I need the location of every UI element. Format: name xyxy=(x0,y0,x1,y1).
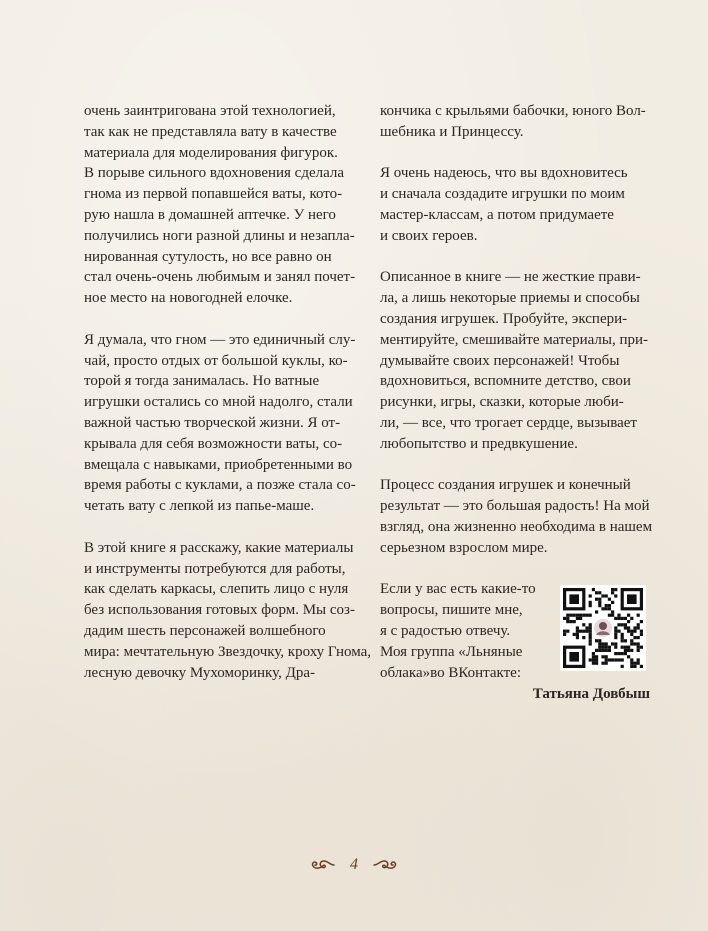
right-column xyxy=(380,101,655,683)
left-column-line: важной частью творческой жизни. Я от- xyxy=(84,414,341,431)
left-column-line: рую нашла в домашней аптечке. У него xyxy=(84,206,336,223)
left-column-line: В порыве сильного вдохновения сделала xyxy=(84,165,345,182)
left-column-line: как сделать каркасы, слепить лицо с нуля xyxy=(84,581,349,598)
right-column-line: и сначала создадите игрушки по моим xyxy=(380,186,625,203)
paragraph-gap xyxy=(380,247,655,268)
left-column-line: В этой книге я расскажу, какие материалы xyxy=(84,539,354,556)
ornament-left-icon xyxy=(310,857,336,873)
paragraph-gap xyxy=(84,517,364,538)
right-column-line: ла, а лишь некоторые приемы и способы xyxy=(380,290,640,307)
right-column-line: кончика с крыльями бабочки, юного Вол- xyxy=(380,103,646,119)
contact-line: Моя группа «Льняные xyxy=(380,643,523,660)
right-column-line: Я очень надеюсь, что вы вдохновитесь xyxy=(380,165,628,182)
left-column-line: и инструменты потребуются для работы, xyxy=(84,560,346,577)
right-column-line: рисунки, игры, сказки, которые люби- xyxy=(380,394,624,411)
paragraph-gap xyxy=(380,559,655,580)
right-column-line: Процесс создания игрушек и конечный xyxy=(380,477,631,494)
contact-block xyxy=(380,579,655,683)
right-column-line: думывайте своих персонажей! Чтобы xyxy=(380,352,620,369)
right-column-line: и своих героев. xyxy=(380,227,478,244)
page-number: 4 xyxy=(350,856,358,874)
left-column-line: получились ноги разной длины и незапла- xyxy=(84,227,355,244)
left-column-line: мира: мечтательную Звездочку, кроху Гнома, xyxy=(84,643,372,660)
paragraph-gap xyxy=(84,309,364,330)
right-column-line: вдохновиться, вспомните детство, свои xyxy=(380,373,631,390)
left-column-line: четать вату с лепкой из папье-маше. xyxy=(84,498,315,515)
page-footer xyxy=(0,856,708,880)
contact-line: вопросы, пишите мне, xyxy=(380,602,523,619)
right-column-line: шебника и Принцессу. xyxy=(380,123,524,140)
left-column-line: стал очень-очень любимым и занял почет- xyxy=(84,269,356,286)
right-column-line: мастер-классам, а потом придумаете xyxy=(380,206,614,223)
qr-code-icon[interactable] xyxy=(560,585,646,671)
author-signature: Татьяна Довбыш xyxy=(532,686,650,702)
left-column-line: игрушки остались со мной надолго, стали xyxy=(84,394,353,411)
right-column-line: взгляд, она жизненно необходима в нашем xyxy=(380,518,653,535)
paragraph-gap xyxy=(380,143,655,164)
right-column-text xyxy=(380,101,655,579)
right-column-line: Описанное в книге — не жесткие прави- xyxy=(380,269,641,286)
right-column-line: создания игрушек. Пробуйте, экспери- xyxy=(380,310,628,327)
contact-line: облака»во ВКонтакте: xyxy=(380,664,522,681)
ornament-right-icon xyxy=(372,857,398,873)
left-column-line: так как не представляла вату в качестве xyxy=(84,123,337,140)
left-column-line: Я думала, что гном — это единичный слу- xyxy=(84,331,356,348)
left-column-line: нированная сутулость, но все равно он xyxy=(84,248,332,265)
left-column-line: дадим шесть персонажей волшебного xyxy=(84,622,326,639)
paragraph-gap xyxy=(380,455,655,476)
left-column-line: очень заинтригована этой технологией, xyxy=(84,103,336,119)
left-column-line: торой я тогда занималась. Но ватные xyxy=(84,373,320,390)
left-column-line: чай, просто отдых от большой куклы, ко- xyxy=(84,352,348,369)
qr-code-graphic xyxy=(560,585,646,671)
right-column-line: серьезном взрослом мире. xyxy=(380,539,548,556)
contact-line: я с радостью отвечу. xyxy=(380,622,511,639)
left-column-line: ное место на новогодней елочке. xyxy=(84,290,293,307)
left-column-line: время работы с куклами, а позже стала со- xyxy=(84,477,356,494)
left-column-line: лесную девочку Мухоморинку, Дра- xyxy=(84,664,316,681)
left-column-line: крывала для себя возможности ваты, со- xyxy=(84,435,343,452)
right-column-line: результат — это большая радость! На мой xyxy=(380,498,650,515)
left-column-line: вмещала с навыками, приобретенными во xyxy=(84,456,353,473)
left-column-line: материала для моделирования фигурок. xyxy=(84,144,338,161)
right-column-line: ментируйте, смешивайте материалы, при- xyxy=(380,331,649,348)
left-column-line: без использования готовых форм. Мы соз- xyxy=(84,602,355,619)
contact-line: Если у вас есть какие-то xyxy=(380,581,536,598)
left-column xyxy=(84,101,372,683)
right-column-line: ли, — все, что трогает сердце, вызывает xyxy=(380,414,637,431)
right-column-line: любопытство и предвкушение. xyxy=(380,435,578,452)
left-column-line: гнома из первой попавшейся ваты, кото- xyxy=(84,186,343,203)
